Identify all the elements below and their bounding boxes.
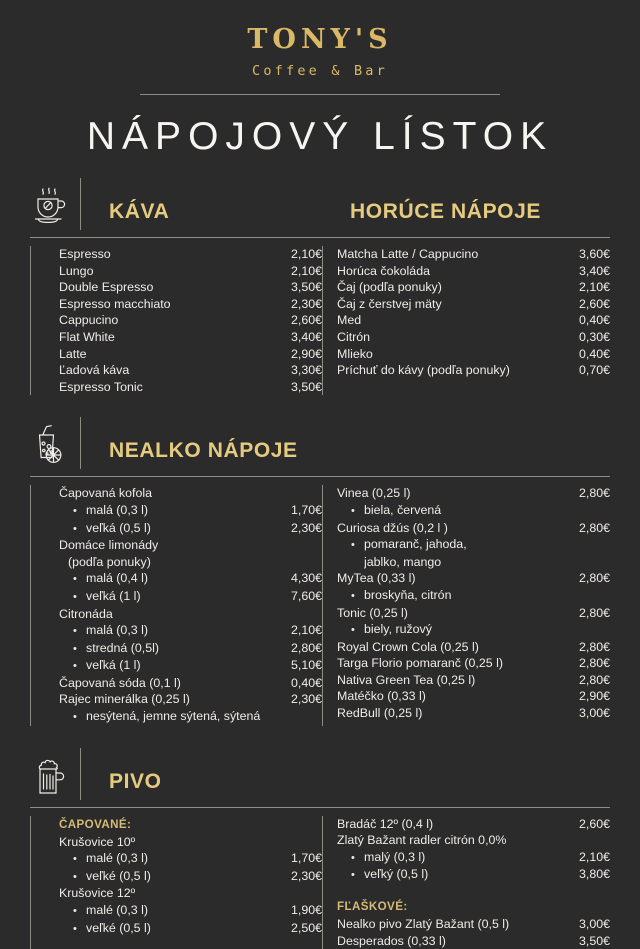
- menu-item-name: Čapovaná kofola: [59, 486, 152, 501]
- menu-item-name: • veľké (0,5 l): [73, 868, 283, 886]
- menu-item: [59, 885, 322, 902]
- menu-item: [59, 606, 322, 623]
- beer-mug-icon: [30, 754, 70, 800]
- menu-item-name: • malá (0,3 l): [73, 622, 283, 640]
- menu-item-name: Targa Florio pomaranč (0,25 l): [337, 656, 503, 671]
- menu-item-name: Tonic (0,25 l): [337, 605, 408, 620]
- menu-item-name: Curiosa džús (0,2 l ): [337, 520, 448, 535]
- menu-item: [337, 849, 610, 867]
- column-left: [30, 816, 322, 949]
- menu-item-name: Matéčko (0,33 l): [337, 689, 426, 704]
- row-spacer: [337, 884, 610, 898]
- menu-item: [337, 296, 610, 313]
- menu-item: [337, 655, 610, 672]
- section-title-left: KÁVA: [109, 200, 170, 223]
- menu-item-name: Čaj z čerstvej mäty: [337, 296, 442, 311]
- column-right: [322, 816, 610, 949]
- menu-item-name: • veľká (1 l): [73, 657, 283, 675]
- menu-item-price: 2,30€: [290, 692, 322, 707]
- menu-item-price: 2,10€: [290, 263, 322, 278]
- sections-container: [0, 178, 640, 949]
- menu-item-name: Ľadová káva: [59, 363, 130, 378]
- menu-item-price: 0,40€: [290, 675, 322, 690]
- section-header: [30, 417, 610, 469]
- section-title-right: [336, 794, 350, 800]
- menu-item-price: 0,40€: [578, 346, 610, 361]
- menu-item-name: • malé (0,3 l): [73, 902, 283, 920]
- menu-item-price: 2,30€: [290, 868, 322, 883]
- menu-item-name: Nealko pivo Zlatý Bažant (0,5 l): [337, 917, 510, 932]
- menu-item: [337, 312, 610, 329]
- menu-item: [337, 554, 610, 571]
- menu-item-price: 2,30€: [290, 520, 322, 535]
- column-left: [30, 485, 322, 725]
- menu-item-price: 3,80€: [578, 867, 610, 882]
- section-columns: [30, 808, 610, 949]
- menu-item-price: 3,60€: [578, 247, 610, 261]
- menu-item: [59, 279, 322, 296]
- menu-item-name: • stredná (0,5l): [73, 640, 283, 658]
- menu-section: [0, 178, 640, 395]
- menu-item: [59, 554, 322, 571]
- menu-item: [59, 362, 322, 379]
- menu-item: [59, 850, 322, 868]
- menu-item-name: Citrón: [337, 329, 371, 344]
- menu-item: [59, 379, 322, 396]
- menu-item-name: Citronáda: [59, 606, 113, 621]
- menu-item-price: 7,60€: [290, 588, 322, 603]
- menu-item: [337, 362, 610, 379]
- menu-item: [337, 816, 610, 833]
- menu-item: [337, 688, 610, 705]
- menu-section: [0, 748, 640, 949]
- section-titles: [80, 417, 610, 469]
- menu-item-price: 2,60€: [578, 816, 610, 831]
- menu-item: [337, 832, 610, 849]
- menu-item: [337, 933, 610, 949]
- menu-item-price: 0,70€: [578, 363, 610, 378]
- menu-item: [59, 296, 322, 313]
- menu-item: [337, 263, 610, 280]
- menu-item-price: 4,30€: [290, 571, 322, 586]
- menu-item-name: MyTea (0,33 l): [337, 571, 416, 586]
- menu-item: [59, 588, 322, 606]
- menu-item-price: 1,70€: [290, 851, 322, 866]
- column-right: [322, 246, 610, 395]
- menu-item: [337, 329, 610, 346]
- menu-item: [337, 916, 610, 933]
- menu-item-price: 0,40€: [578, 313, 610, 328]
- menu-item-price: 2,10€: [578, 849, 610, 864]
- menu-item-price: 3,40€: [290, 329, 322, 344]
- menu-item-price: 5,10€: [290, 658, 322, 673]
- menu-item-name: Royal Crown Cola (0,25 l): [337, 639, 479, 654]
- menu-item: [59, 346, 322, 363]
- menu-item-name: Horúca čokoláda: [337, 263, 430, 278]
- menu-item-name: Mlieko: [337, 346, 373, 361]
- section-titles: [80, 748, 610, 800]
- menu-item-price: 2,10€: [290, 623, 322, 638]
- subsection-label: ČAPOVANÉ:: [59, 817, 132, 831]
- menu-item-name: • malá (0,3 l): [73, 502, 283, 520]
- menu-item-name: Príchuť do kávy (podľa ponuky): [337, 363, 510, 378]
- menu-item-name: Nativa Green Tea (0,25 l): [337, 672, 476, 687]
- menu-item: [59, 920, 322, 938]
- menu-item-name: Flat White: [59, 329, 115, 344]
- menu-item: [59, 657, 322, 675]
- menu-item-name: • veľká (0,5 l): [73, 520, 283, 538]
- menu-item: [337, 346, 610, 363]
- section-titles: [80, 178, 610, 230]
- menu-item: [59, 868, 322, 886]
- menu-item: [59, 708, 322, 726]
- menu-item: [59, 312, 322, 329]
- menu-item-name: • biela, červená: [351, 502, 602, 520]
- menu-item-name: RedBull (0,25 l): [337, 706, 423, 721]
- menu-item: [59, 622, 322, 640]
- menu-item-price: 2,80€: [578, 486, 610, 501]
- column-left: [30, 246, 322, 395]
- menu-item: [59, 246, 322, 263]
- menu-item-name: Med: [337, 313, 362, 328]
- menu-item-name: Rajec minerálka (0,25 l): [59, 692, 190, 707]
- menu-item: [59, 691, 322, 708]
- menu-item-name: Lungo: [59, 263, 94, 278]
- menu-item-price: 3,00€: [578, 706, 610, 721]
- menu-item: [337, 639, 610, 656]
- page-title: NÁPOJOVÝ LÍSTOK: [86, 115, 554, 158]
- menu-item-price: 1,90€: [290, 903, 322, 918]
- menu-item-name: Čaj (podľa ponuky): [337, 280, 442, 295]
- menu-item-price: 3,40€: [578, 263, 610, 278]
- menu-item-name: Krušovice 10º: [59, 834, 136, 849]
- menu-item-name: Bradáč 12º (0,4 l): [337, 816, 434, 831]
- menu-item-price: 0,30€: [578, 329, 610, 344]
- menu-item-name: Domáce limonády: [59, 538, 159, 553]
- menu-item: [59, 570, 322, 588]
- brand-name: TONY'S: [247, 24, 393, 55]
- menu-item: [337, 536, 610, 554]
- menu-item-price: 2,60€: [290, 313, 322, 328]
- section-title-right: [336, 463, 350, 469]
- menu-item: [337, 621, 610, 639]
- menu-item-price: 2,90€: [290, 346, 322, 361]
- section-title-left: PIVO: [109, 769, 162, 793]
- brand-subtitle: Coffee & Bar: [252, 63, 388, 79]
- menu-item-name: Matcha Latte / Cappucino: [337, 247, 479, 261]
- menu-item-price: 2,80€: [578, 605, 610, 620]
- menu-item-price: 3,50€: [290, 379, 322, 394]
- soda-glass-icon: [30, 423, 70, 469]
- menu-item-name: Latte: [59, 346, 87, 361]
- menu-item: [337, 485, 610, 502]
- menu-item: [337, 587, 610, 605]
- menu-item-name: • veľký (0,5 l): [351, 866, 571, 884]
- brand-divider: [140, 94, 500, 95]
- section-title-left: NEALKO NÁPOJE: [109, 439, 298, 463]
- menu-item-name: Double Espresso: [59, 280, 154, 295]
- column-right: [322, 485, 610, 725]
- menu-item-name: jablko, mango: [364, 554, 442, 569]
- menu-item-price: 1,70€: [290, 502, 322, 517]
- section-header: [30, 178, 610, 230]
- menu-item-price: 2,90€: [578, 689, 610, 704]
- menu-section: [0, 417, 640, 725]
- menu-item-price: 2,80€: [578, 639, 610, 654]
- menu-item: [59, 834, 322, 851]
- coffee-cup-icon: [30, 184, 70, 230]
- menu-item: [337, 279, 610, 296]
- menu-item: [337, 705, 610, 722]
- menu-item: [59, 537, 322, 554]
- menu-item: [59, 640, 322, 658]
- menu-item-price: 2,50€: [290, 920, 322, 935]
- menu-item-name: Krušovice 12º: [59, 886, 136, 901]
- menu-item-price: 3,50€: [290, 280, 322, 295]
- section-header: [30, 748, 610, 800]
- menu-item-price: 2,80€: [290, 640, 322, 655]
- menu-item-price: 3,50€: [578, 933, 610, 948]
- menu-item: [337, 246, 610, 263]
- section-columns: [30, 477, 610, 725]
- section-columns: [30, 238, 610, 395]
- menu-item: [337, 520, 610, 537]
- menu-item-price: 2,30€: [290, 296, 322, 311]
- menu-item-price: 2,80€: [578, 520, 610, 535]
- menu-item-name: Čapovaná sóda (0,1 l): [59, 675, 181, 690]
- menu-item-name: Desperados (0,33 l): [337, 933, 446, 948]
- menu-item-name: • veľké (0,5 l): [73, 920, 283, 938]
- menu-item: [337, 605, 610, 622]
- menu-item-name: • malý (0,3 l): [351, 849, 571, 867]
- menu-item-name: Cappucino: [59, 313, 119, 328]
- menu-item: [59, 502, 322, 520]
- menu-item-name: Vinea (0,25 l): [337, 486, 411, 501]
- menu-item-price: 2,80€: [578, 656, 610, 671]
- menu-item-name: Zlatý Bažant radler citrón 0,0%: [337, 833, 507, 848]
- menu-item-name: Espresso Tonic: [59, 379, 143, 394]
- subsection-label: FĽAŠKOVÉ:: [337, 900, 408, 914]
- menu-item-price: 2,80€: [578, 571, 610, 586]
- menu-item-name: Espresso macchiato: [59, 296, 171, 311]
- menu-item-name: (podľa ponuky): [68, 554, 151, 569]
- menu-item-name: • nesýtená, jemne sýtená, sýtená: [73, 708, 314, 726]
- brand-header: [0, 0, 640, 95]
- menu-item-price: 2,60€: [578, 296, 610, 311]
- menu-item-price: 3,30€: [290, 363, 322, 378]
- menu-item: [59, 675, 322, 692]
- menu-item-name: • malá (0,4 l): [73, 570, 283, 588]
- menu-item: [337, 672, 610, 689]
- menu-item-name: Espresso: [59, 247, 111, 261]
- menu-item-name: • biely, ružový: [351, 621, 602, 639]
- menu-item: [59, 520, 322, 538]
- menu-item: [337, 866, 610, 884]
- menu-item-name: • pomaranč, jahoda,: [351, 536, 602, 554]
- menu-item-name: • veľká (1 l): [73, 588, 283, 606]
- section-title-right: HORÚCE NÁPOJE: [350, 200, 541, 223]
- menu-item: [59, 485, 322, 502]
- menu-item-name: • malé (0,3 l): [73, 850, 283, 868]
- menu-item-name: • broskyňa, citrón: [351, 587, 602, 605]
- menu-item: [337, 570, 610, 587]
- menu-item-price: 2,80€: [578, 672, 610, 687]
- menu-item-price: 2,10€: [290, 247, 322, 261]
- menu-item: [59, 263, 322, 280]
- menu-item: [337, 502, 610, 520]
- menu-item-price: 3,00€: [578, 917, 610, 932]
- menu-item: [59, 329, 322, 346]
- menu-item-price: 2,10€: [578, 280, 610, 295]
